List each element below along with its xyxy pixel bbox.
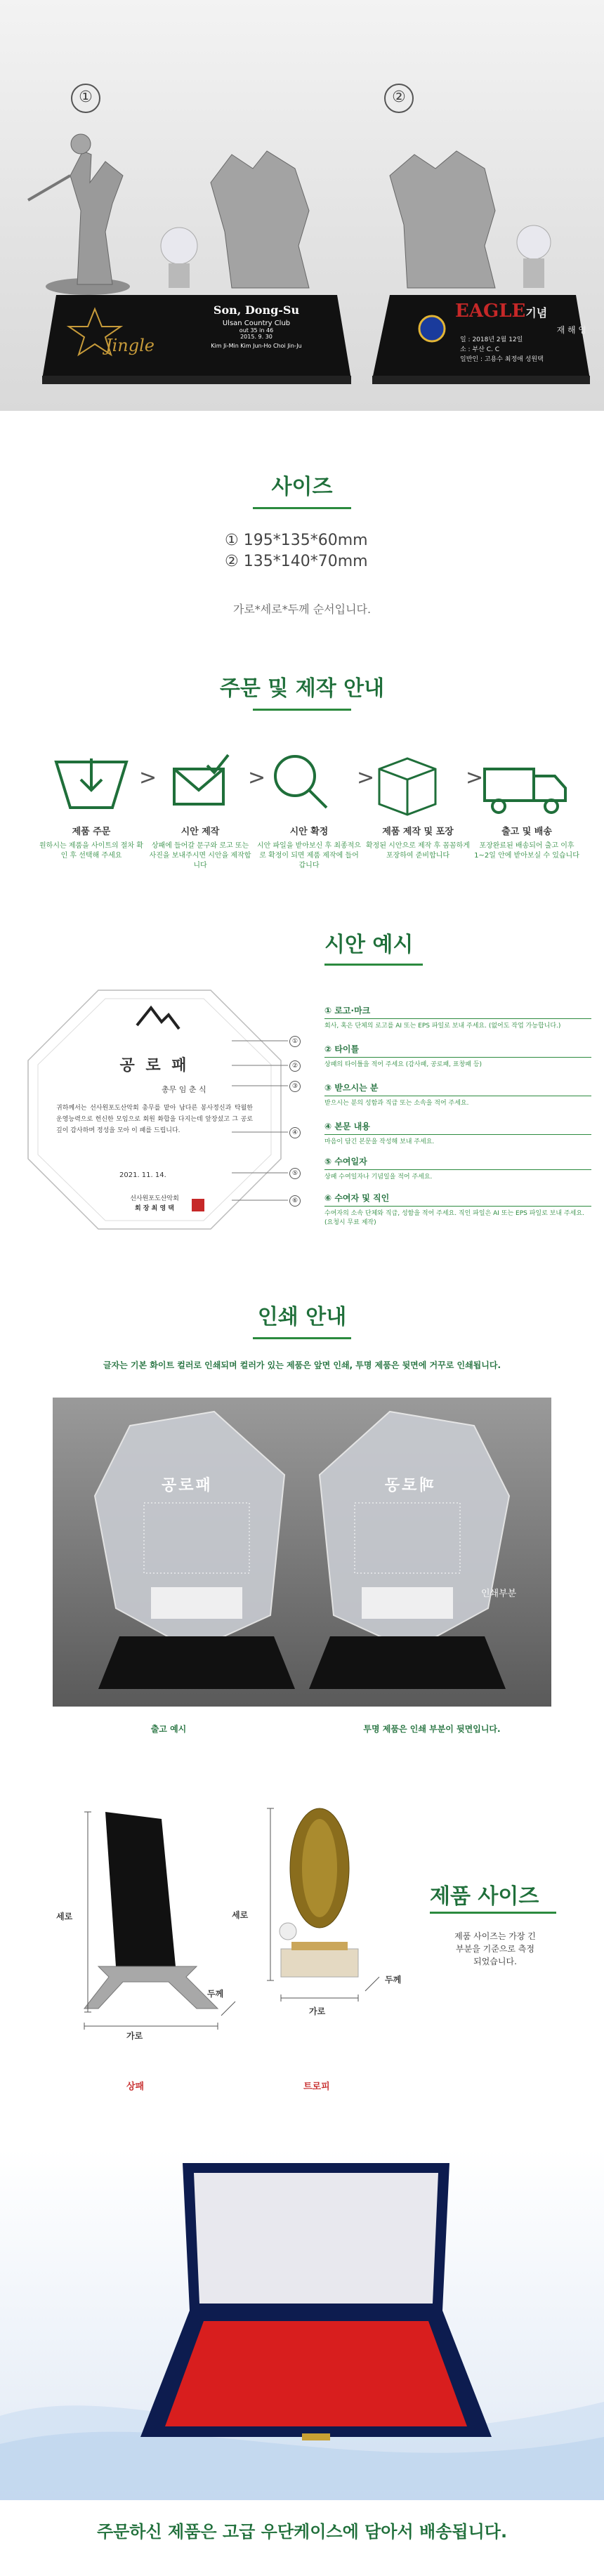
plate1-detail: out 35 in 46 [239, 327, 274, 334]
step-label: 시안 제작 [180, 827, 220, 837]
cart-icon [56, 758, 126, 808]
example-title: 시안 예시 [324, 933, 414, 957]
right-caption: 트로피 [303, 2082, 330, 2092]
plaque-name: 총무 임 춘 식 [162, 1085, 206, 1094]
left-width-label: 가로 [126, 2031, 143, 2041]
crystal-plaques-illustration [53, 1398, 551, 1707]
example-item-desc: 상패의 타이틀을 적어 주세요 (감사패, 공로패, 표창패 등) [324, 1061, 482, 1068]
example-item-desc: 회사, 혹은 단체의 로고를 AI 또는 EPS 파일로 보내 주세요. (없어도 작업 가능합니다.) [324, 1023, 561, 1030]
right-height-label: 세로 [232, 1910, 249, 1920]
example-item-head: ⑥ 수여자 및 직인 [324, 1192, 591, 1207]
step-label: 제품 제작 및 포장 [382, 827, 454, 837]
left-caption: 상패 [126, 2082, 145, 2092]
plate1-date: 2015. 9. 30 [240, 334, 273, 340]
step-desc: 포장완료된 배송되어 출고 이후 1~2일 안에 받아보실 수 있습니다 [474, 842, 579, 860]
size-item-1: ① 195*135*60mm [225, 532, 368, 549]
case-text: 주문하신 제품은 고급 우단케이스에 담아서 배송됩니다. [96, 2522, 508, 2542]
order-step [256, 818, 362, 871]
order-step [474, 818, 579, 861]
plate2-title-text: EAGLE [455, 301, 526, 322]
plaque-marker: ③ [289, 1081, 301, 1092]
plaque-marker: ⑥ [289, 1195, 301, 1207]
size-title: 사이즈 [0, 469, 604, 509]
step-label: 제품 주문 [72, 827, 111, 837]
arrow-1: > [139, 765, 157, 790]
product-size-title: 제품 사이즈 [430, 1884, 539, 1909]
size-list [225, 530, 435, 572]
size-diagram [56, 1798, 492, 2051]
arrow-3: > [357, 765, 375, 790]
print-caption-right: 투명 제품은 인쇄 부분이 뒷면입니다. [363, 1724, 501, 1734]
step-desc: 상패에 들어갈 문구와 로고 또는 사진을 보내주시면 시안을 제작합니다 [149, 842, 251, 869]
marker-2: ② [384, 84, 414, 113]
step-desc: 원하시는 제품을 사이트의 절차 확인 후 선택해 주세요 [39, 842, 143, 860]
plate1-brand: Jingle [105, 336, 155, 355]
left-height-label: 세로 [56, 1912, 73, 1921]
example-item-head: ③ 받으시는 분 [324, 1082, 591, 1096]
velvet-case-illustration [0, 2149, 604, 2500]
plate1-club: Ulsan Country Club [222, 320, 291, 327]
step-label: 출고 및 배송 [501, 827, 552, 837]
front-plaque-title: 공로패 [162, 1477, 213, 1494]
plate1-name: Son, Dong-Su [213, 303, 300, 317]
plaque-giver [105, 1194, 204, 1214]
plaque-body: 귀하께서는 선사원포도산악회 총무를 맡아 남다른 봉사정신과 탁월한 운영능력으로 헌신한 모임으로 회원 화합을 다지는데 앞장섰고 그 공로 깊이 감사하며 정성을 모아 이 패를 드립니다. [56, 1105, 253, 1134]
plaque-marker: ④ [289, 1127, 301, 1138]
seal-stamp [192, 1199, 204, 1211]
mail-check-icon [174, 755, 228, 804]
plaque-giver-name: 회 장 최 영 택 [134, 1205, 174, 1212]
marker-1: ① [71, 84, 100, 113]
plate2-name: 재 해 영 [556, 325, 586, 335]
case-photo [0, 2149, 604, 2500]
product-size-underline [430, 1912, 556, 1914]
product-photo [0, 0, 604, 411]
plaque-title: 공 로 패 [119, 1057, 190, 1075]
example-item-desc: 받으시는 분의 성함과 직급 또는 소속을 적어 주세요. [324, 1100, 469, 1107]
example-item [324, 1043, 591, 1070]
example-item-head: ⑤ 수여일자 [324, 1155, 591, 1170]
plaque-marker: ⑤ [289, 1168, 301, 1179]
example-item-head: ① 로고·마크 [324, 1004, 591, 1019]
left-depth-label: 두께 [207, 1989, 224, 1999]
order-step [147, 818, 253, 871]
example-item [324, 1155, 591, 1182]
print-caption-left: 출고 예시 [150, 1724, 187, 1734]
example-item-head: ② 타이틀 [324, 1043, 591, 1058]
example-item [324, 1082, 591, 1108]
plaque-marker: ② [289, 1060, 301, 1072]
step-desc: 시안 파일을 받아보신 후 최종적으로 확정이 되면 제품 제작에 들어갑니다 [257, 842, 361, 869]
size-item-2: ② 135*140*70mm [225, 553, 368, 570]
plate2-title [455, 301, 547, 322]
mountain-logo-icon [137, 1008, 179, 1029]
step-label: 시안 확정 [289, 827, 329, 837]
example-item-desc: 마음이 담긴 본문을 작성해 보내 주세요. [324, 1138, 435, 1145]
example-title-underline [324, 964, 423, 966]
plate2-text [460, 325, 586, 364]
plaque-date: 2021. 11. 14. [119, 1171, 166, 1179]
search-icon [275, 756, 327, 808]
step-desc: 확정된 시안으로 제작 후 꼼꼼하게 포장하여 준비합니다 [366, 842, 470, 860]
product-size-desc: 제품 사이즈는 가장 긴 부분을 기준으로 측정되었습니다. [454, 1931, 536, 1966]
order-title: 주문 및 제작 안내 [0, 671, 604, 711]
right-depth-label: 두께 [385, 1975, 402, 1985]
arrow-4: > [466, 765, 484, 790]
plate2-line1: 일 : 2018년 2월 12일 [460, 336, 523, 343]
guide-lines [232, 983, 295, 1236]
truck-icon [485, 769, 565, 813]
plate2-line2: 소 : 부산 C. C [460, 346, 499, 353]
print-title: 인쇄 안내 [0, 1299, 604, 1339]
size-note: 가로*세로*두께 순서입니다. [232, 603, 372, 616]
print-subtitle: 글자는 기본 화이트 컬러로 인쇄되며 컬러가 있는 제품은 앞면 인쇄, 투명 제품은 뒷면에 거꾸로 인쇄됩니다. [103, 1360, 501, 1370]
example-item-head: ④ 본문 내용 [324, 1120, 591, 1135]
plaque-org: 선사원포도산악회 [130, 1195, 179, 1202]
order-step [39, 818, 144, 861]
example-item-desc: 수여자의 소속 단체와 직급, 성함을 적어 주세요. 직인 파일은 AI 또는 EPS 파일로 보내 주세요. (요청시 무료 제작) [324, 1210, 584, 1226]
plate2-line3: 일반인 : 고용수 최정애 성원택 [460, 356, 544, 363]
arrow-2: > [248, 765, 266, 790]
plate2-title-suffix: 기념 [525, 306, 548, 320]
example-item [324, 1004, 591, 1031]
plate1-text [176, 303, 337, 349]
box-icon [379, 758, 435, 815]
order-icons [0, 744, 604, 822]
right-width-label: 가로 [309, 2006, 326, 2016]
example-item-desc: 상패 수여일자나 기념일을 적어 주세요. [324, 1174, 433, 1181]
print-photo [53, 1398, 551, 1707]
plaque-marker: ① [289, 1036, 301, 1047]
order-step [365, 818, 471, 861]
back-plaque-title: 패로공 [383, 1477, 434, 1494]
example-item [324, 1192, 591, 1228]
plate1-members: Kim Ji-Min Kim Jun-Ho Choi Jin-Ju [211, 343, 302, 349]
example-item [324, 1120, 591, 1147]
print-area-label: 인쇄부분 [481, 1589, 517, 1599]
